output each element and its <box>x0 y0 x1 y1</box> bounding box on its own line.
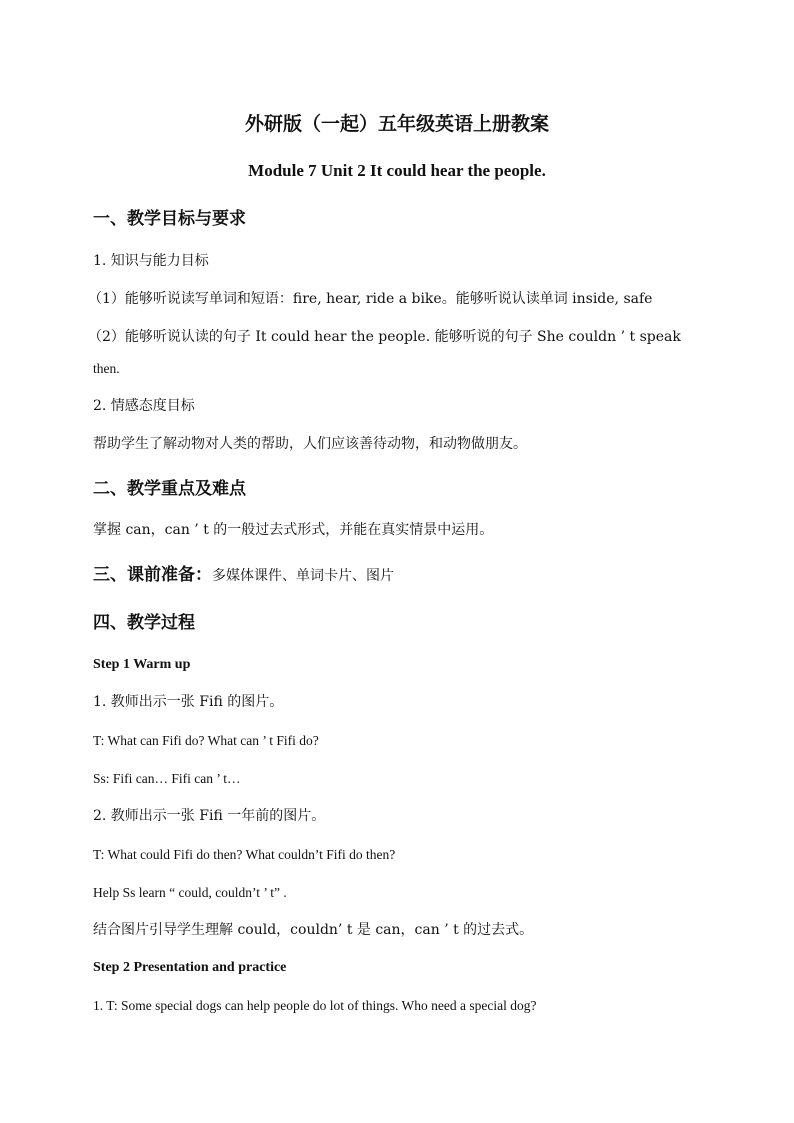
step2-title: Step 2 Presentation and practice <box>93 960 287 975</box>
goal2-label: 2. 情感态度目标 <box>93 398 195 414</box>
section-heading-prep: 三、课前准备： <box>93 565 212 585</box>
step1-line4: 2. 教师出示一张 Fifi 一年前的图片。 <box>93 808 326 824</box>
prep-line <box>93 564 394 586</box>
page-title: 外研版（一起）五年级英语上册教案 <box>244 113 549 135</box>
goal1-item1: （1）能够听说读写单词和短语：fire, hear, ride a bike。能够听说认读单词 inside, safe <box>88 291 653 307</box>
step1-line6: Help Ss learn “ could, couldn’t ’ t” . <box>93 885 287 900</box>
step2-line1: 1. T: Some special dogs can help people do lot of things. Who need a special dog? <box>93 998 537 1013</box>
step1-title: Step 1 Warm up <box>93 657 191 672</box>
section-heading-goals: 一、教学目标与要求 <box>93 209 246 229</box>
step1-line1: 1. 教师出示一张 Fifi 的图片。 <box>93 694 284 710</box>
step1-line2: T: What can Fifi do? What can ’ t Fifi do? <box>93 733 319 748</box>
step1-line5: T: What could Fifi do then? What couldn’t Fifi do then? <box>93 847 396 862</box>
goal1-item2: （2）能够听说认读的句子 It could hear the people. 能够听说的句子 She couldn ’ t speak <box>88 329 681 345</box>
page-subtitle: Module 7 Unit 2 It could hear the people. <box>248 161 546 180</box>
key-text: 掌握 can，can ’ t 的一般过去式形式，并能在真实情景中运用。 <box>93 522 494 538</box>
goal1-label: 1. 知识与能力目标 <box>93 253 209 269</box>
goal2-text: 帮助学生了解动物对人类的帮助，人们应该善待动物，和动物做朋友。 <box>93 436 527 452</box>
section-heading-key: 二、教学重点及难点 <box>93 479 246 499</box>
step1-line7: 结合图片引导学生理解 could，couldn’ t 是 can，can ’ t 的过去式。 <box>93 922 534 938</box>
prep-text: 多媒体课件、单词卡片、图片 <box>212 568 394 584</box>
step1-line3: Ss: Fifi can… Fifi can ’ t… <box>93 771 241 786</box>
goal1-item2-cont: then. <box>93 361 120 376</box>
section-heading-process: 四、教学过程 <box>93 613 195 633</box>
